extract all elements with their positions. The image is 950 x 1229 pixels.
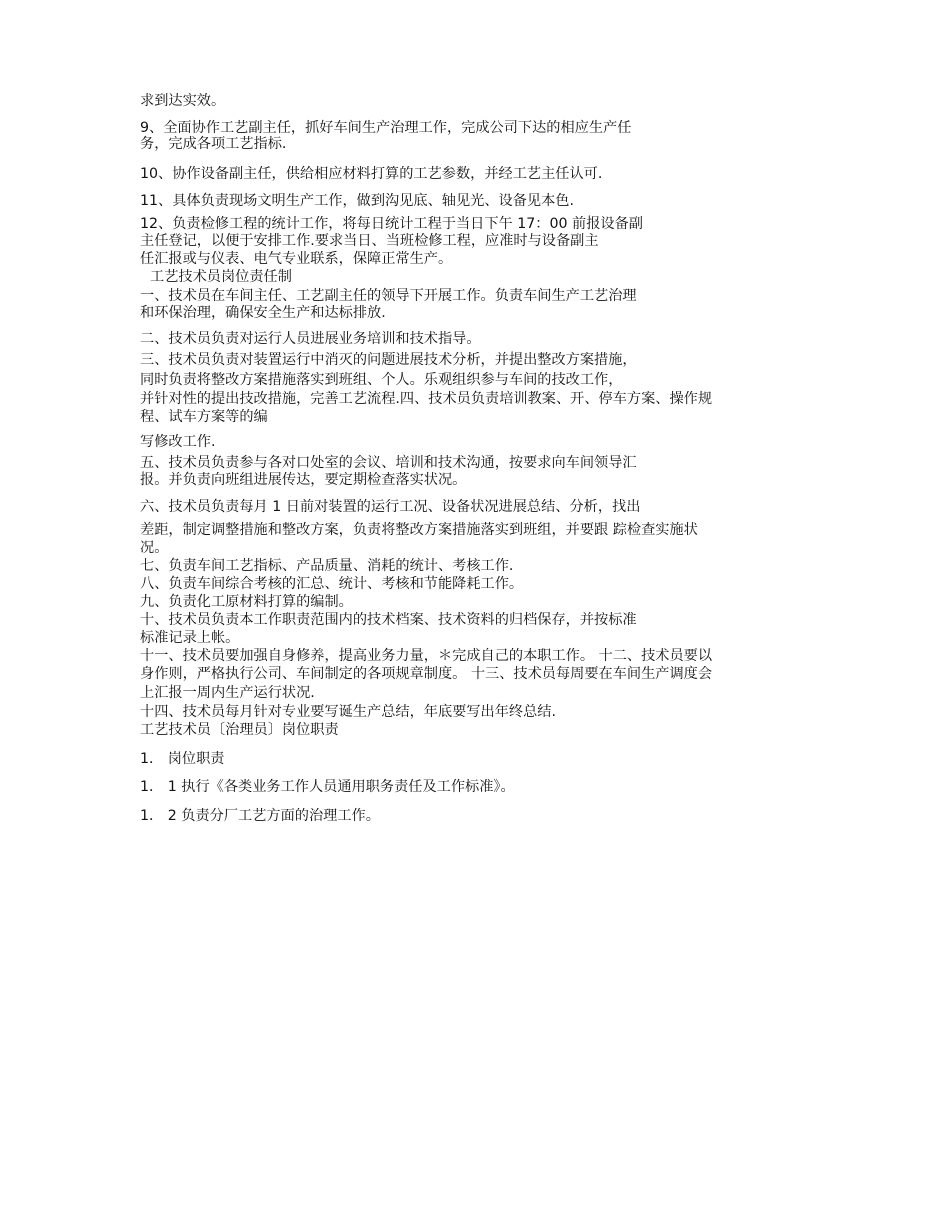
text-line: 况。 — [140, 540, 169, 556]
section-heading: 工艺技术员〔治理员〕岗位职责 — [140, 722, 339, 738]
text-line: 主任登记，以便于安排工作.要求当日、当班检修工程，应准时与设备副主 — [140, 233, 599, 249]
section-heading: 工艺技术员岗位责任制 — [150, 269, 292, 285]
text-line: 十四、技术员每月针对专业要写诞生产总结，年底要写出年终总结. — [140, 704, 556, 720]
text-line: 一、技术员在车间主任、工艺副主任的领导下开展工作。负责车间生产工艺治理 — [140, 288, 637, 304]
text-line: 12、负责检修工程的统计工作，将每日统计工程于当日下午 17：00 前报设备副 — [140, 216, 643, 232]
text-line: 求到达实效。 — [140, 93, 226, 109]
text-line: 九、负责化工原材料打算的编制。 — [140, 594, 353, 610]
text-line: 标准记录上帐。 — [140, 630, 240, 646]
text-line: 三、技术员负责对装置运行中消灭的问题进展技术分析，并提出整改方案措施， — [140, 352, 637, 368]
text-line: 身作则，严格执行公司、车间制定的各项规章制度。 十三、技术员每周要在车间生产调度会 — [140, 666, 713, 682]
text-line: 程、试车方案等的编 — [140, 409, 268, 425]
text-line: 八、负责车间综合考核的汇总、统计、考核和节能降耗工作。 — [140, 576, 524, 592]
text-line: 写修改工作. — [140, 434, 216, 450]
text-line: 1． 1 执行《各类业务工作人员通用职务责任及工作标准》。 — [140, 779, 515, 795]
text-line: 十一、技术员要加强自身修养，提高业务力量，＊完成自己的本职工作。 十二、技术员要以 — [140, 648, 713, 664]
text-line: 和环保治理，确保安全生产和达标排放. — [140, 305, 386, 321]
text-line: 同时负责将整改方案措施落实到班组、个人。乐观组织参与车间的技改工作， — [140, 372, 623, 388]
text-line: 六、技术员负责每月 1 日前对装置的运行工况、设备状况进展总结、分析，找出 — [140, 499, 641, 515]
text-line: 二、技术员负责对运行人员进展业务培训和技术指导。 — [140, 331, 481, 347]
text-line: 任汇报或与仪表、电气专业联系，保障正常生产。 — [140, 251, 453, 267]
text-line: 十、技术员负责本工作职责范围内的技术档案、技术资料的归档保存，并按标准 — [140, 612, 637, 628]
text-line: 七、负责车间工艺指标、产品质量、消耗的统计、考核工作. — [140, 558, 514, 574]
text-line: 9、全面协作工艺副主任，抓好车间生产治理工作，完成公司下达的相应生产任 — [140, 120, 632, 136]
text-line: 并针对性的提出技改措施，完善工艺流程.四、技术员负责培训教案、开、停车方案、操作规 — [140, 391, 713, 407]
text-line: 差距，制定调整措施和整改方案，负责将整改方案措施落实到班组，并要跟 踪检查实施状 — [140, 522, 698, 538]
text-line: 务，完成各项工艺指标. — [140, 136, 287, 152]
text-line: 五、技术员负责参与各对口处室的会议、培训和技术沟通，按要求向车间领导汇 — [140, 455, 637, 471]
text-line: 报。并负责向班组进展传达，要定期检查落实状况。 — [140, 472, 467, 488]
text-line: 1． 2 负责分厂工艺方面的治理工作。 — [140, 808, 380, 824]
text-line: 10、协作设备副主任，供给相应材料打算的工艺参数，并经工艺主任认可. — [140, 166, 603, 182]
text-line: 上汇报一周内生产运行状况. — [140, 685, 315, 701]
section-heading: 1． 岗位职责 — [140, 751, 225, 767]
text-line: 11、具体负责现场文明生产工作，做到沟见底、轴见光、设备见本色. — [140, 193, 575, 209]
